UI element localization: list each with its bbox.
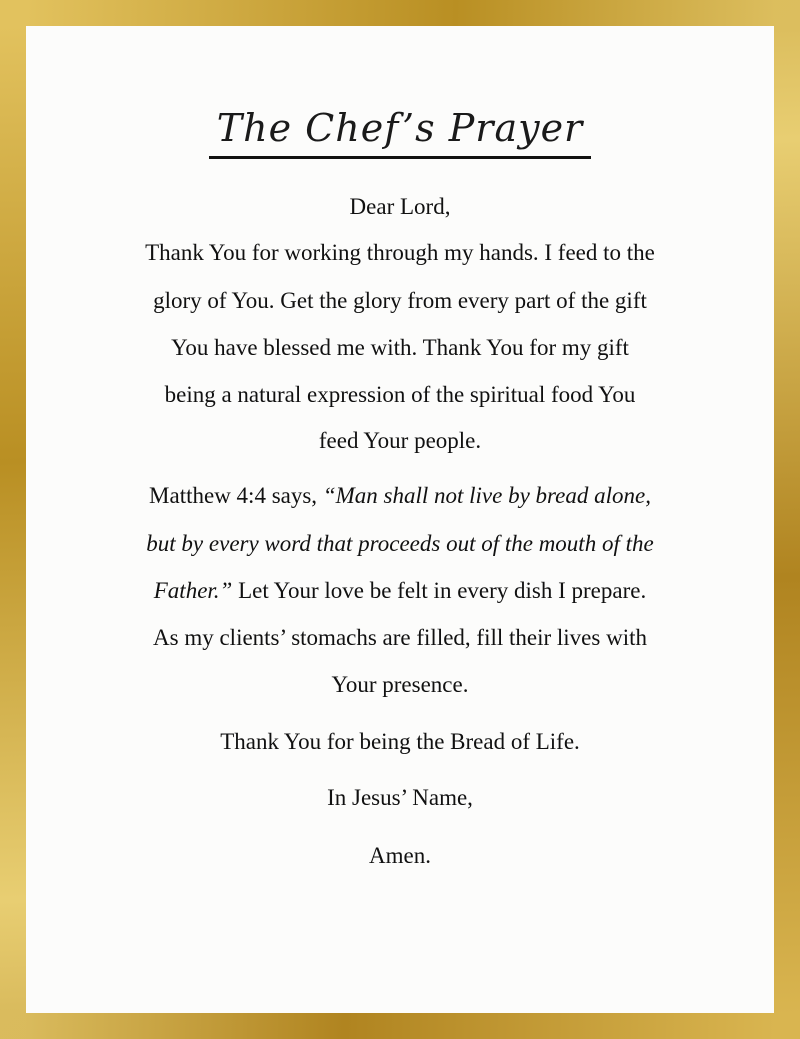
prayer-card bbox=[26, 26, 774, 1013]
scripture-quote-middle: but by every word that proceeds out of the mouth of the bbox=[146, 531, 654, 556]
salutation: Dear Lord, bbox=[349, 194, 451, 219]
paragraph2-line4: As my clients’ stomachs are filled, fill their lives with bbox=[153, 625, 647, 650]
page-title: The Chef’s Prayer bbox=[209, 104, 591, 159]
paragraph2-line5: Your presence. bbox=[331, 672, 469, 697]
paragraph2-line2 bbox=[26, 529, 774, 559]
paragraph1-line3: You have blessed me with. Thank You for my gift bbox=[171, 335, 629, 360]
closing-line-jesus-name: In Jesus’ Name, bbox=[327, 785, 473, 810]
paragraph1-line4: being a natural expression of the spiritual food You bbox=[164, 382, 636, 407]
closing-line-amen: Amen. bbox=[369, 843, 431, 868]
paragraph1-line2: glory of You. Get the glory from every part of the gift bbox=[153, 288, 647, 313]
title-wrapper bbox=[26, 104, 774, 159]
scripture-quote-end: Father.” bbox=[153, 578, 233, 603]
paragraph1-line1: Thank You for working through my hands. I feed to the bbox=[145, 240, 655, 265]
scripture-reference: Matthew 4:4 says, bbox=[149, 483, 323, 508]
closing-line-bread-of-life: Thank You for being the Bread of Life. bbox=[220, 729, 580, 754]
scripture-quote-start: “Man shall not live by bread alone, bbox=[322, 483, 651, 508]
paragraph1-line5: feed Your people. bbox=[318, 428, 482, 453]
paragraph2-line3 bbox=[26, 576, 774, 606]
paragraph2-line3-text: Let Your love be felt in every dish I prepare. bbox=[232, 578, 647, 603]
paragraph2-line1 bbox=[26, 481, 774, 511]
